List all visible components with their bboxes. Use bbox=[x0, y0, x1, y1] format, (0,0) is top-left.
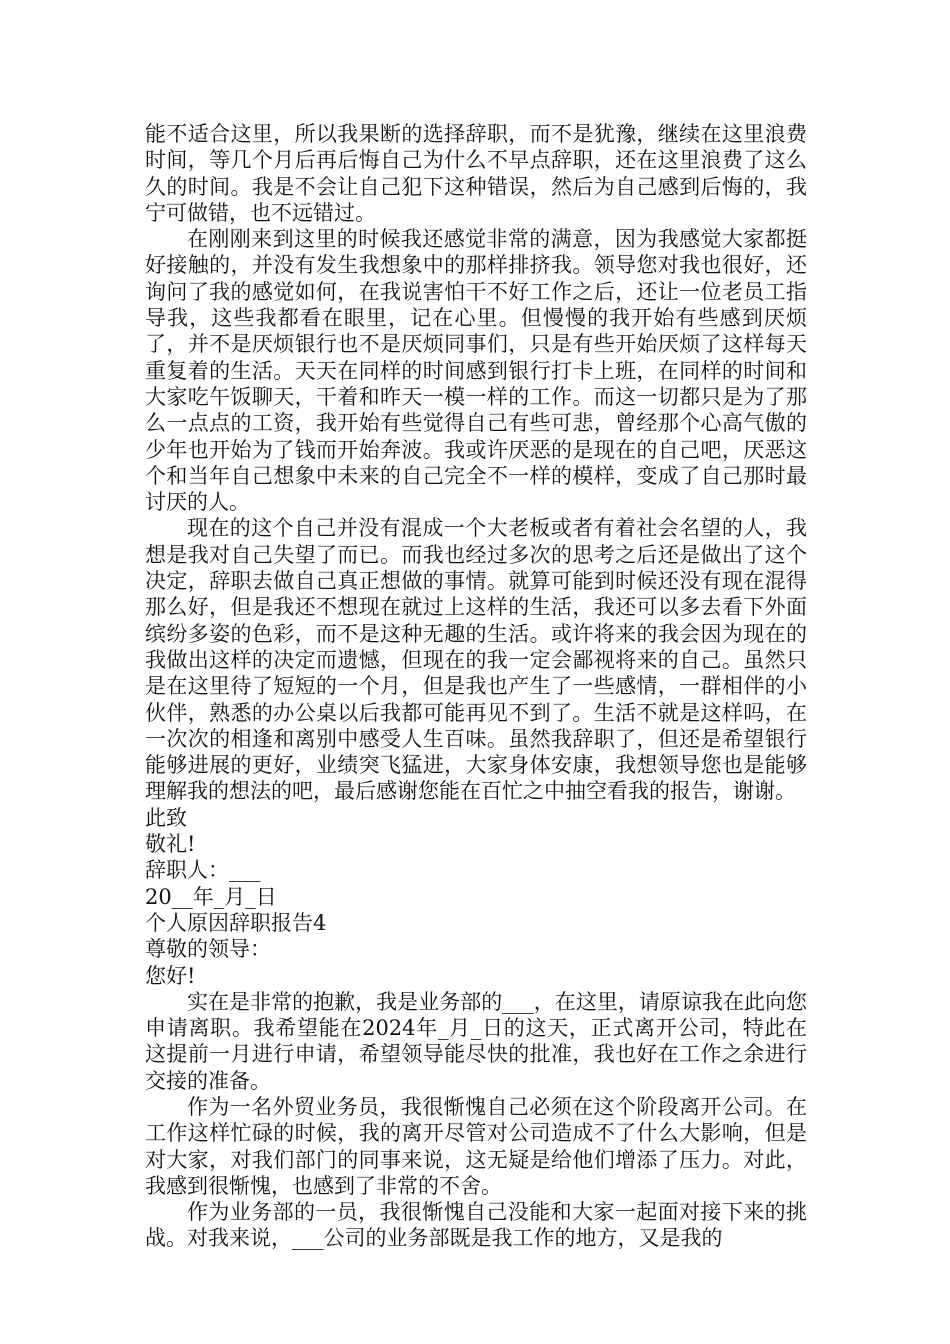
closing-salutation: 此致 bbox=[145, 805, 187, 830]
paragraph: 作为业务部的一员，我很惭愧自己没能和大家一起面对接下来的挑战。对我来说，___公司的业务部既是我工作的地方，又是我的 bbox=[145, 1200, 807, 1251]
signature-line: 辞职人：___ bbox=[145, 858, 261, 883]
paragraph: 现在的这个自己并没有混成一个大老板或者有着社会名望的人，我想是我对自己失望了而已。而我也经过多次的思考之后还是做出了这个决定，辞职去做自己真正想做的事情。就算可能到时候还没有现在混得那么好，但是我还不想现在就过上这样的生活，我还可以多去看下外面缤纷多姿的色彩，而不是这种无趣的生活。或许将来的我会因为现在的我做出这样的决定而遗憾，但现在的我一定会鄙视将来的自己。虽然只是在这里待了短短的一个月，但是我也产生了一些感情，一群相伴的小伙伴，熟悉的办公桌以后我都可能再见不到了。生活不就是这样吗，在一次次的相逢和离别中感受人生百味。虽然我辞职了，但还是希望银行能够进展的更好，业绩突飞猛进，大家身体安康，我想领导您也是能够理解我的想法的吧，最后感谢您能在百忙之中抽空看我的报告，谢谢。 bbox=[145, 516, 807, 804]
document-page bbox=[145, 121, 807, 1252]
paragraph: 在刚刚来到这里的时候我还感觉非常的满意，因为我感觉大家都挺好接触的，并没有发生我想象中的那样排挤我。领导您对我也很好，还询问了我的感觉如何，在我说害怕干不好工作之后，还让一位老员工指导我，这些我都看在眼里，记在心里。但慢慢的我开始有些感到厌烦了，并不是厌烦银行也不是厌烦同事们，只是有些开始厌烦了这样每天重复着的生活。天天在同样的时间感到银行打卡上班，在同样的时间和大家吃午饭聊天，干着和昨天一模一样的工作。而这一切都只是为了那么一点点的工资，我开始有些觉得自己有些可悲，曾经那个心高气傲的少年也开始为了钱而开始奔波。我或许厌恶的是现在的自己吧，厌恶这个和当年自己想象中未来的自己完全不一样的模样，变成了自己那时最讨厌的人。 bbox=[145, 227, 807, 515]
paragraph: 作为一名外贸业务员，我很惭愧自己必须在这个阶段离开公司。在工作这样忙碌的时候，我的离开尽管对公司造成不了什么大影响，但是对大家，对我们部门的同事来说，这无疑是给他们增添了压力。对此，我感到很惭愧，也感到了非常的不舍。 bbox=[145, 1094, 807, 1198]
greeting-recipient: 尊敬的领导： bbox=[145, 937, 271, 962]
paragraph: 实在是非常的抱歉，我是业务部的___，在这里，请原谅我在此向您申请离职。我希望能在2024年_月_日的这天，正式离开公司，特此在这提前一月进行申请，希望领导能尽快的批准，我也好在工作之余进行交接的准备。 bbox=[145, 989, 807, 1093]
paragraph: 能不适合这里，所以我果断的选择辞职，而不是犹豫，继续在这里浪费时间，等几个月后再后悔自己为什么不早点辞职，还在这里浪费了这么久的时间。我是不会让自己犯下这种错误，然后为自己感到后悔的，我宁可做错，也不远错过。 bbox=[145, 122, 807, 225]
date-line: 20__年_月_日 bbox=[145, 884, 277, 909]
greeting-hello: 您好! bbox=[145, 963, 196, 988]
section-title: 个人原因辞职报告4 bbox=[145, 910, 327, 935]
closing-regards: 敬礼! bbox=[145, 832, 196, 857]
